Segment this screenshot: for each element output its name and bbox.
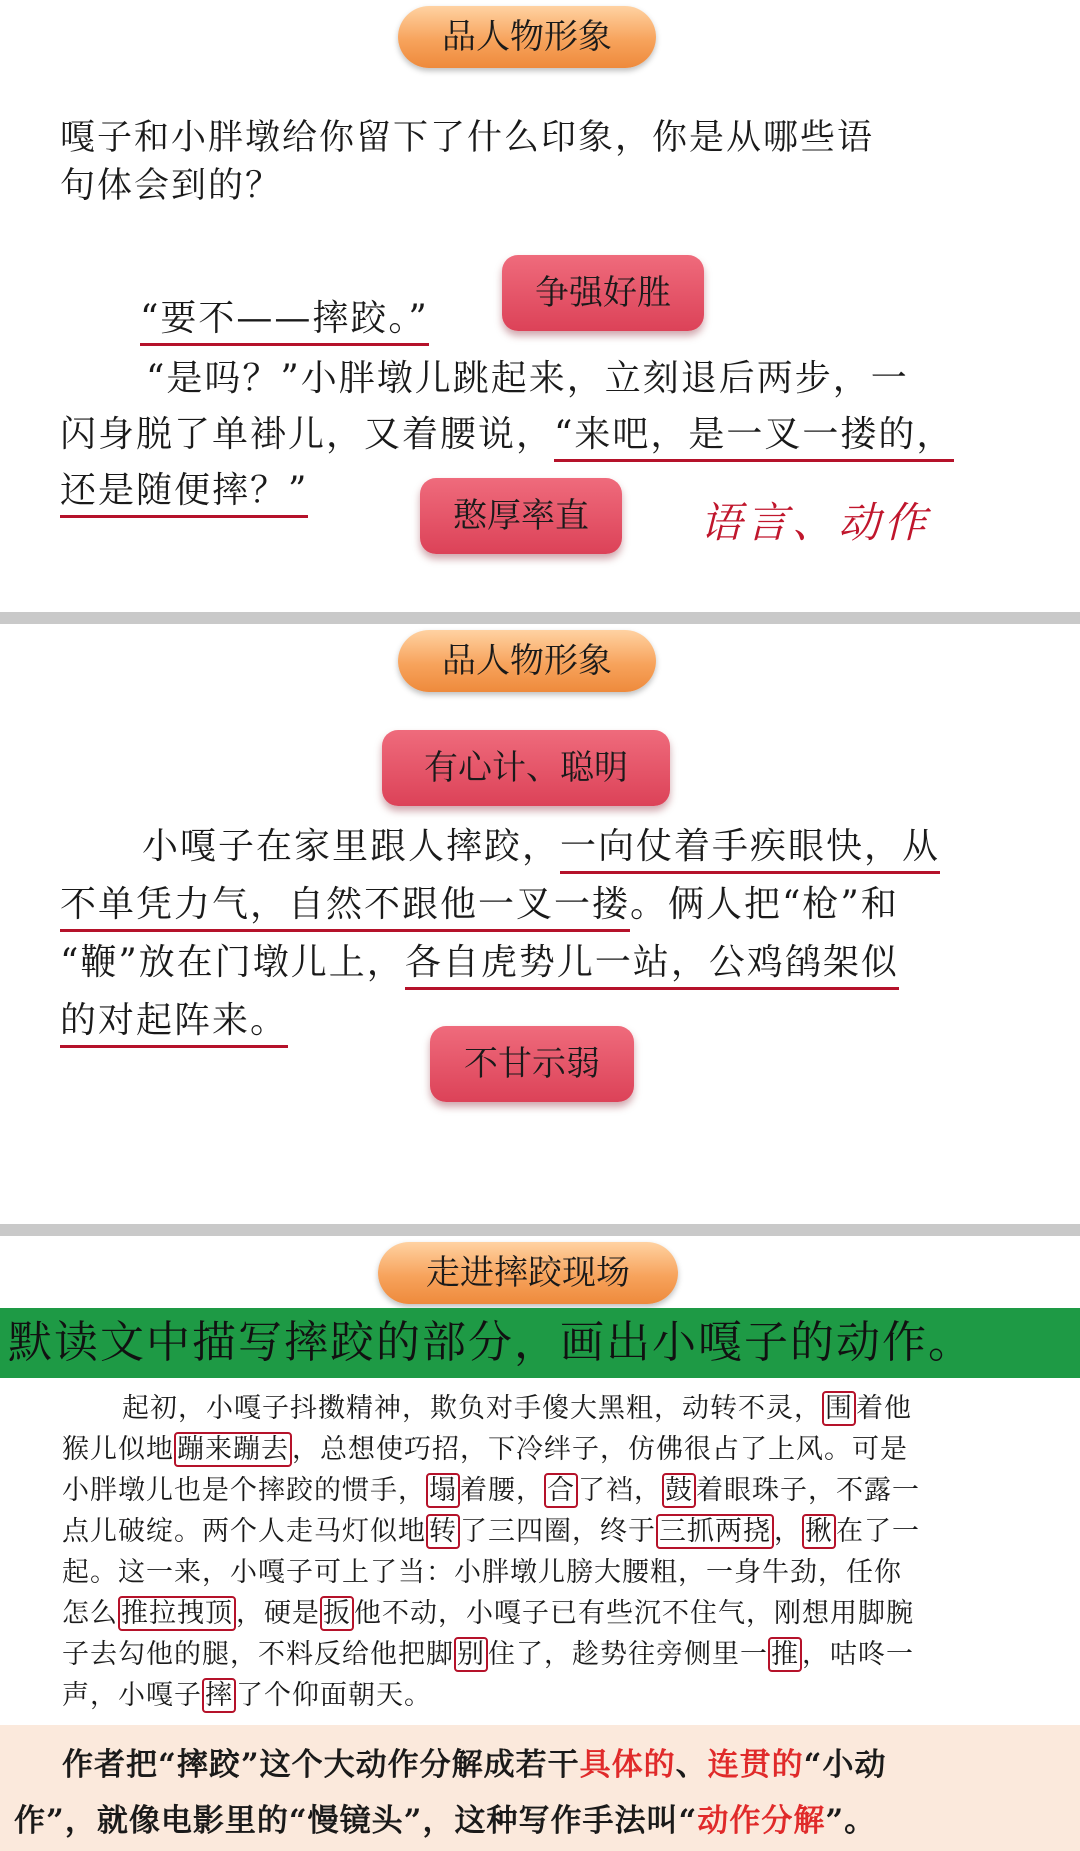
action-box: 推拉拽顶	[118, 1596, 236, 1631]
s2-line-1a: 小嘎子在家里跟人摔跤，	[142, 826, 561, 867]
passage-text: 子去勾他的腿，不料反给他把脚	[62, 1639, 454, 1670]
passage-line-3	[62, 1470, 1022, 1511]
summary-highlight: 具体的	[579, 1747, 676, 1783]
para-line-1: “是吗？”小胖墩儿跳起来，立刻退后两步，一	[146, 358, 909, 399]
passage-line-7	[62, 1634, 1022, 1675]
passage-text: 怎么	[62, 1598, 118, 1629]
passage-text: 着腰，	[460, 1475, 544, 1506]
passage-line-5: 起。这一来，小嘎子可上了当：小胖墩儿膀大腰粗，一身牛劲，任你	[62, 1557, 902, 1588]
slide2-title-pill	[398, 630, 656, 692]
s2-line-3	[60, 934, 899, 985]
s2-line-1	[142, 818, 940, 869]
slide-2	[0, 624, 1080, 1224]
tag-competitive	[502, 255, 704, 331]
para-line-3-text: 还是随便摔？”	[60, 470, 308, 518]
wrestling-passage	[62, 1388, 1022, 1716]
slide2-title: 品人物形象	[442, 641, 612, 681]
passage-text: 了裆，	[578, 1475, 662, 1506]
passage-text: 着他	[856, 1393, 912, 1424]
slide-1	[0, 0, 1080, 612]
passage-text: ，硬是	[236, 1598, 320, 1629]
s2-line-4	[60, 992, 288, 1043]
s2-line-2b: 。俩人把“枪”和	[630, 884, 899, 925]
tag-clever-label: 有心计、聪明	[424, 748, 628, 788]
summary-text: 、	[675, 1747, 708, 1783]
summary-line-2	[14, 1795, 876, 1840]
passage-text: 了三四圈，终于	[460, 1516, 656, 1547]
action-box: 别	[454, 1637, 488, 1672]
passage-text: 点儿破绽。两个人走马灯似地	[62, 1516, 426, 1547]
para-line-2b: “来吧，是一叉一搂的，	[554, 414, 954, 462]
summary-line-1	[62, 1739, 887, 1784]
s2-line-2	[60, 876, 899, 927]
passage-text: 猴儿似地	[62, 1434, 174, 1465]
question-line-1: 嘎子和小胖墩给你留下了什么印象，你是从哪些语	[60, 118, 875, 158]
action-box: 摔	[202, 1678, 236, 1713]
summary-text: “小动	[803, 1747, 887, 1783]
tag-honest-label: 憨厚率直	[453, 496, 589, 536]
passage-text: 他不动，小嘎子已有些沉不住气，刚想用脚腕	[354, 1598, 914, 1629]
tag-honest	[420, 478, 622, 554]
passage-line-6	[62, 1593, 1022, 1634]
summary-text: 作”，就像电影里的“慢镜头”，这种写作手法叫“	[14, 1803, 698, 1839]
action-box: 转	[426, 1514, 460, 1549]
separator-2	[0, 1224, 1080, 1236]
tag-not-weak	[430, 1026, 634, 1102]
para-line-2a: 闪身脱了单褂儿，又着腰说，	[60, 414, 555, 455]
passage-text: 声，小嘎子	[62, 1680, 202, 1711]
summary-text: ”。	[825, 1803, 877, 1839]
passage-text: ，总想使巧招，下冷绊子，仿佛很占了上风。可是	[292, 1434, 908, 1465]
s2-line-2a: 不单凭力气，自然不跟他一叉一搂	[60, 884, 630, 932]
instruction-banner	[0, 1308, 1080, 1378]
action-box: 三抓两挠	[656, 1514, 774, 1549]
passage-line-1	[62, 1388, 1022, 1429]
action-box: 扳	[320, 1596, 354, 1631]
tag-not-weak-label: 不甘示弱	[464, 1044, 600, 1084]
s2-line-1b: 一向仗着手疾眼快，从	[560, 826, 940, 874]
passage-text: 在了一	[836, 1516, 920, 1547]
slide3-title: 走进摔跤现场	[426, 1253, 630, 1293]
action-box: 围	[822, 1391, 856, 1426]
slide-3	[0, 1236, 1080, 1851]
summary-highlight: 连贯的	[707, 1747, 804, 1783]
slide1-title-pill	[398, 6, 656, 68]
passage-text: ，	[774, 1516, 802, 1547]
quote-1-text: “要不——摔跤。”	[140, 298, 429, 346]
s2-line-3a: “鞭”放在门墩儿上，	[60, 942, 405, 983]
action-box: 塌	[426, 1473, 460, 1508]
passage-text: 小胖墩儿也是个摔跤的惯手，	[62, 1475, 426, 1506]
passage-line-8	[62, 1675, 1022, 1716]
action-box: 推	[768, 1637, 802, 1672]
action-box: 合	[544, 1473, 578, 1508]
note-language-action: 语言、动作	[700, 498, 931, 547]
summary-text: 作者把“摔跤”这个大动作分解成若干	[62, 1747, 580, 1783]
question-line-2: 句体会到的？	[60, 166, 283, 206]
action-box: 揪	[802, 1514, 836, 1549]
action-box: 鼓	[662, 1473, 696, 1508]
slide3-title-pill	[378, 1242, 678, 1304]
passage-text: ，咕咚一	[802, 1639, 914, 1670]
tag-competitive-label: 争强好胜	[535, 273, 671, 313]
action-box: 蹦来蹦去	[174, 1432, 292, 1467]
separator-1	[0, 612, 1080, 624]
summary-highlight: 动作分解	[697, 1803, 826, 1839]
instruction-banner-text: 默读文中描写摔跤的部分，画出小嘎子的动作。	[8, 1317, 974, 1368]
para-line-2	[60, 406, 954, 457]
passage-text: 着眼珠子，不露一	[696, 1475, 920, 1506]
summary-box	[0, 1725, 1080, 1851]
passage-text: 住了，趁势往旁侧里一	[488, 1639, 768, 1670]
tag-clever	[382, 730, 670, 806]
s2-line-4-text: 的对起阵来。	[60, 1000, 288, 1048]
passage-text: 起初，小嘎子抖擞精神，欺负对手傻大黑粗，动转不灵，	[122, 1393, 822, 1424]
slide1-title: 品人物形象	[442, 17, 612, 57]
passage-line-4	[62, 1511, 1022, 1552]
para-line-3	[60, 462, 308, 513]
passage-line-2	[62, 1429, 1022, 1470]
quote-1	[140, 290, 429, 341]
s2-line-3b: 各自虎势儿一站，公鸡鹐架似	[405, 942, 899, 990]
passage-text: 了个仰面朝天。	[236, 1680, 432, 1711]
